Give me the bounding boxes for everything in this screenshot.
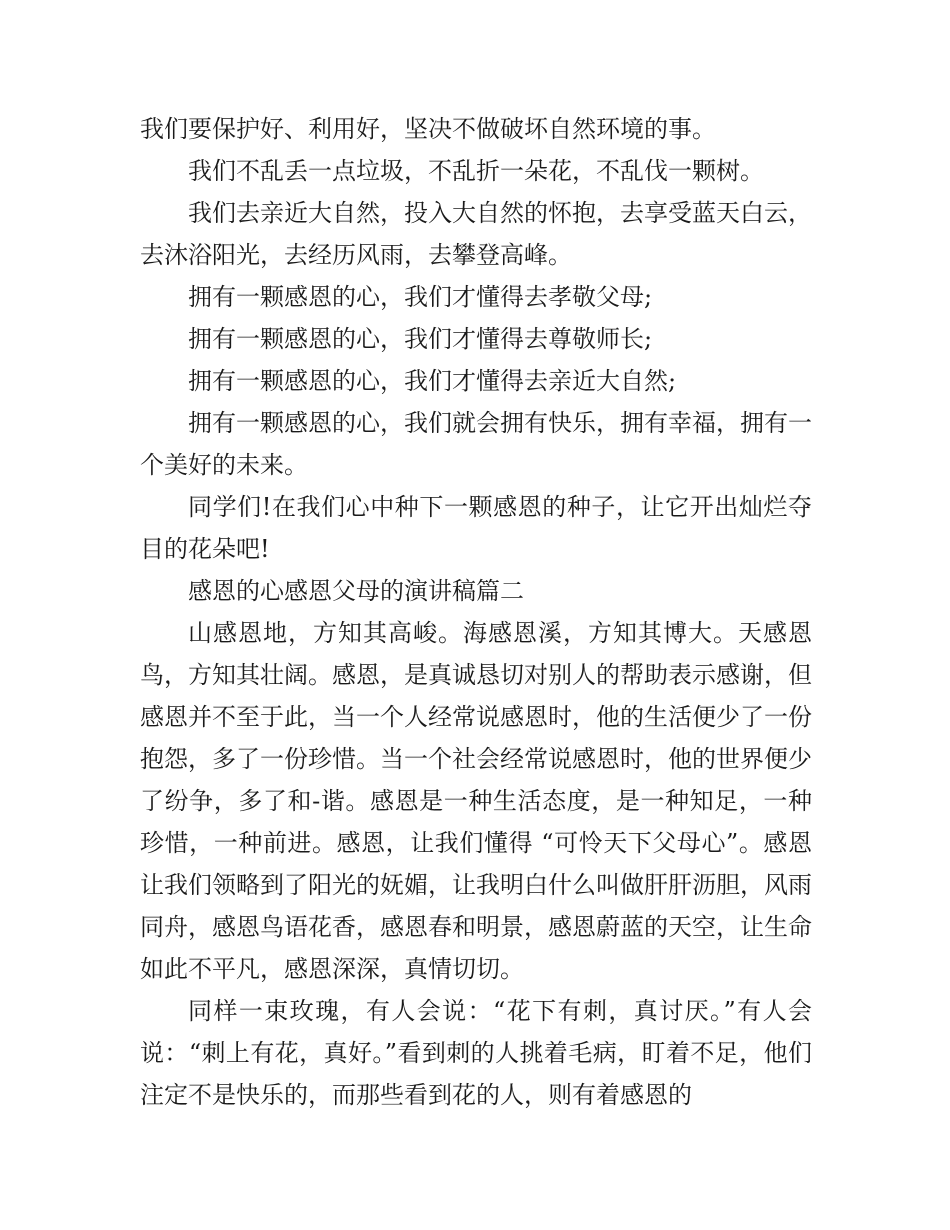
- paragraph-10: 山感恩地，方知其高峻。海感恩溪，方知其博大。天感恩鸟，方知其壮阔。感恩，是真诚恳切对别人的帮助表示感谢，但感恩并不至于此，当一个人经常说感恩时，他的生活便少了一份抱怨，多了一份珍惜。当一个社会经常说感恩时，他的世界便少了纷争，多了和-谐。感恩是一种生活态度，是一种知足，一种珍惜，一种前进。感恩，让我们懂得 “可怜天下父母心”。感恩让我们领略到了阳光的妩媚，让我明白什么叫做肝肝沥胆，风雨同舟，感恩鸟语花香，感恩春和明景，感恩蔚蓝的天空，让生命如此不平凡，感恩深深，真情切切。: [140, 619, 812, 983]
- document-body: [140, 108, 812, 1116]
- paragraph-6: 拥有一颗感恩的心，我们才懂得去亲近大自然;: [188, 367, 677, 395]
- paragraph-4: 拥有一颗感恩的心，我们才懂得去孝敬父母;: [188, 283, 653, 311]
- section-heading: 感恩的心感恩父母的演讲稿篇二: [188, 577, 524, 605]
- paragraph-3: 我们去亲近大自然，投入大自然的怀抱，去享受蓝天白云，去沐浴阳光，去经历风雨，去攀登高峰。: [140, 199, 812, 269]
- paragraph-2: 我们不乱丢一点垃圾，不乱折一朵花，不乱伐一颗树。: [188, 157, 764, 185]
- paragraph-11: 同样一束玫瑰，有人会说：“花下有刺，真讨厌。”有人会说：“刺上有花，真好。”看到刺的人挑着毛病，盯着不足，他们注定不是快乐的，而那些看到花的人，则有着感恩的: [140, 997, 812, 1109]
- paragraph-7: 拥有一颗感恩的心，我们就会拥有快乐，拥有幸福，拥有一个美好的未来。: [140, 409, 812, 479]
- paragraph-5: 拥有一颗感恩的心，我们才懂得去尊敬师长;: [188, 325, 653, 353]
- paragraph-8: 同学们!在我们心中种下一颗感恩的种子，让它开出灿烂夺目的花朵吧!: [140, 493, 812, 563]
- paragraph-1: 我们要保护好、利用好，坚决不做破坏自然环境的事。: [140, 115, 716, 143]
